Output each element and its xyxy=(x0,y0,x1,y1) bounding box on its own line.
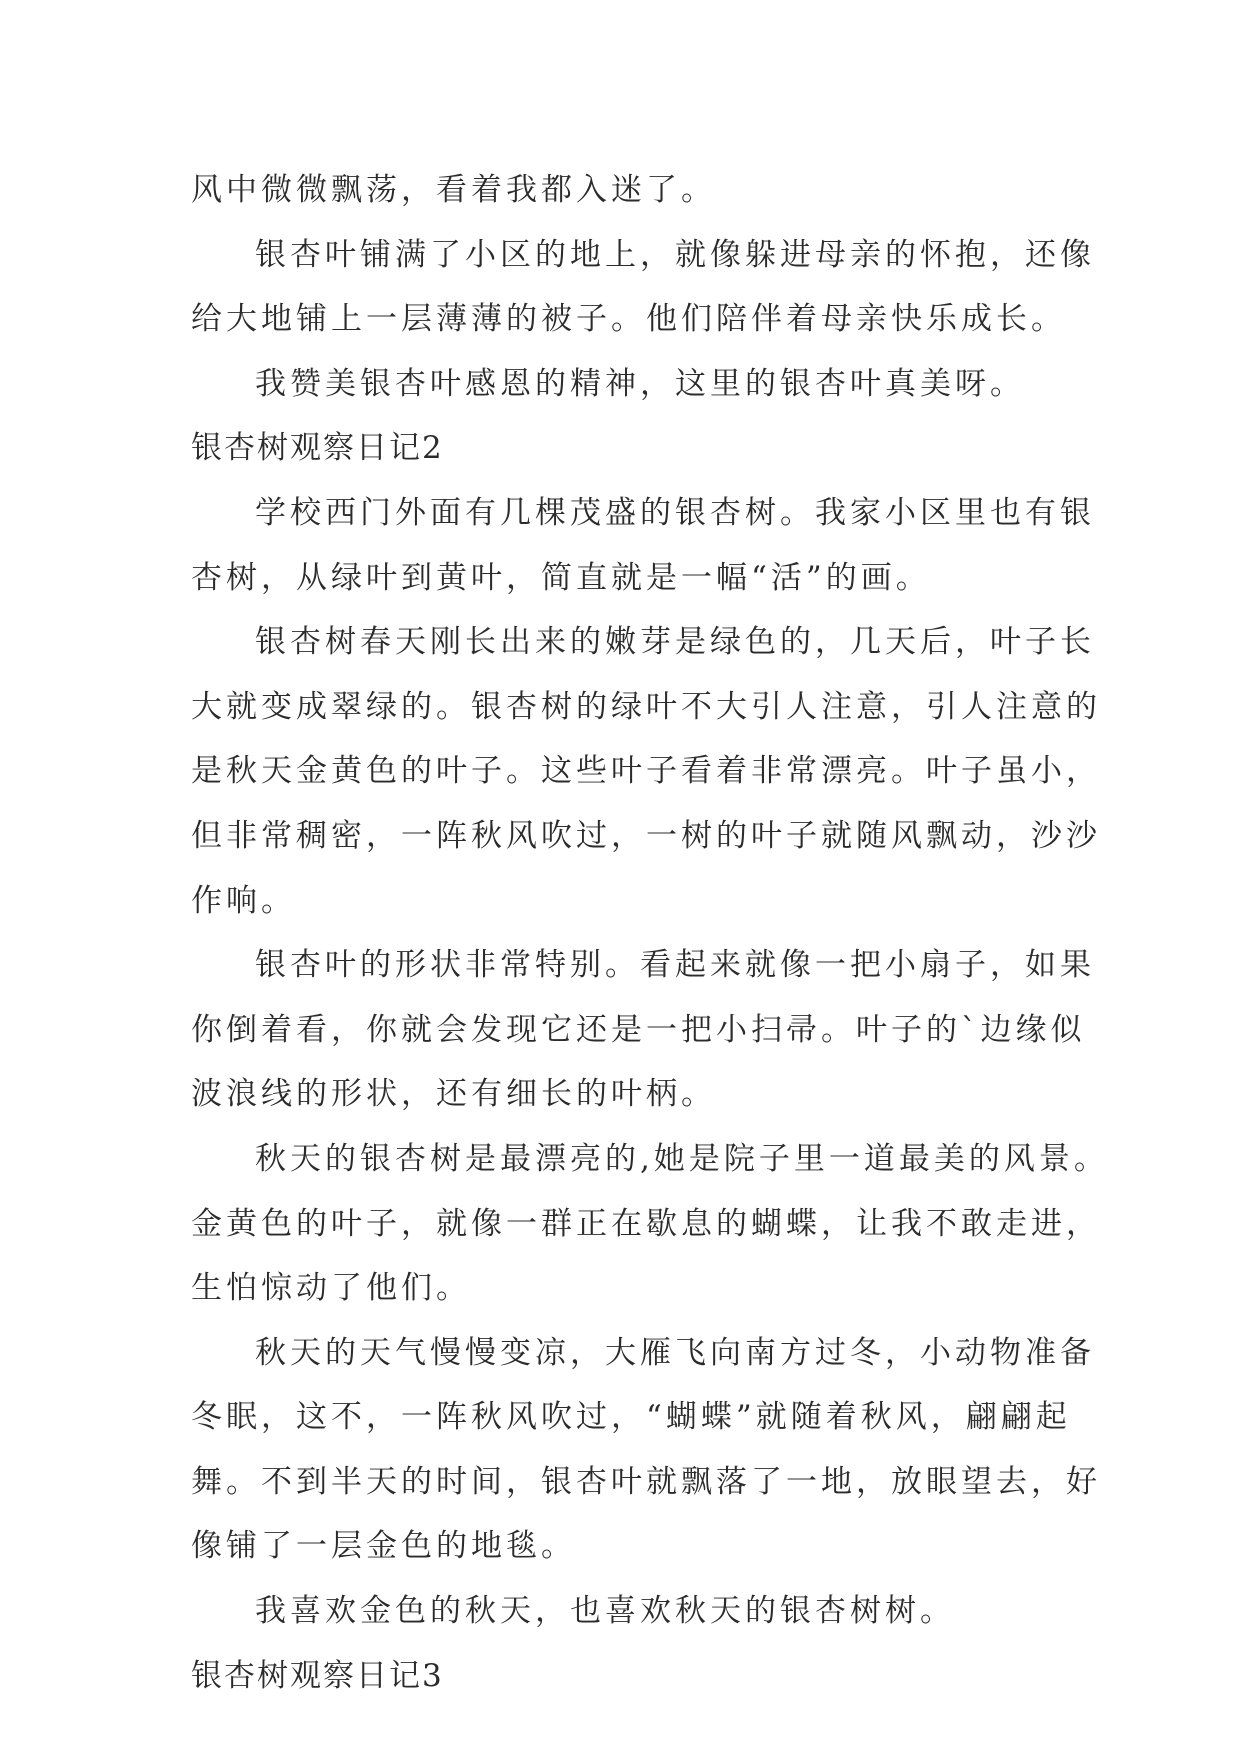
text-line: 我赞美银杏叶感恩的精神，这里的银杏叶真美呀。 xyxy=(255,365,1025,402)
text-line: 作响。 xyxy=(191,882,296,919)
text-line: 秋天的银杏树是最漂亮的,她是院子里一道最美的风景。 xyxy=(255,1140,1109,1177)
text-line: 杏树，从绿叶到黄叶，简直就是一幅“活”的画。 xyxy=(191,559,931,596)
text-line: 风中微微飘荡，看着我都入迷了。 xyxy=(191,172,716,208)
text-line: 金黄色的叶子，就像一群正在歇息的蝴蝶，让我不敢走进， xyxy=(191,1205,1101,1242)
text-line: 舞。不到半天的时间，银杏叶就飘落了一地，放眼望去，好 xyxy=(191,1463,1101,1500)
text-line: 给大地铺上一层薄薄的被子。他们陪伴着母亲快乐成长。 xyxy=(191,301,1066,338)
section-heading: 银杏树观察日记3 xyxy=(191,1657,444,1694)
text-line: 学校西门外面有几棵茂盛的银杏树。我家小区里也有银 xyxy=(255,494,1095,531)
text-line: 银杏树春天刚长出来的嫩芽是绿色的，几天后，叶子长 xyxy=(255,624,1095,661)
text-line: 是秋天金黄色的叶子。这些叶子看着非常漂亮。叶子虽小， xyxy=(191,753,1101,790)
section-heading: 银杏树观察日记2 xyxy=(191,430,444,467)
text-line: 波浪线的形状，还有细长的叶柄。 xyxy=(191,1076,716,1113)
text-line: 大就变成翠绿的。银杏树的绿叶不大引人注意，引人注意的 xyxy=(191,688,1101,725)
text-line: 银杏叶铺满了小区的地上，就像躲进母亲的怀抱，还像 xyxy=(255,236,1095,273)
text-line: 我喜欢金色的秋天，也喜欢秋天的银杏树树。 xyxy=(255,1593,955,1630)
text-line: 但非常稠密，一阵秋风吹过，一树的叶子就随风飘动，沙沙 xyxy=(191,817,1101,854)
document-body xyxy=(191,158,1109,1708)
text-line: 你倒着看，你就会发现它还是一把小扫帚。叶子的`边缘似 xyxy=(191,1011,1086,1048)
text-line: 像铺了一层金色的地毯。 xyxy=(191,1528,576,1565)
text-line: 银杏叶的形状非常特别。看起来就像一把小扇子，如果 xyxy=(255,947,1095,984)
text-line: 秋天的天气慢慢变凉，大雁飞向南方过冬，小动物准备 xyxy=(255,1334,1095,1371)
text-line: 生怕惊动了他们。 xyxy=(191,1270,471,1307)
text-line: 冬眠，这不，一阵秋风吹过，“蝴蝶”就随着秋风，翩翩起 xyxy=(191,1399,1071,1436)
